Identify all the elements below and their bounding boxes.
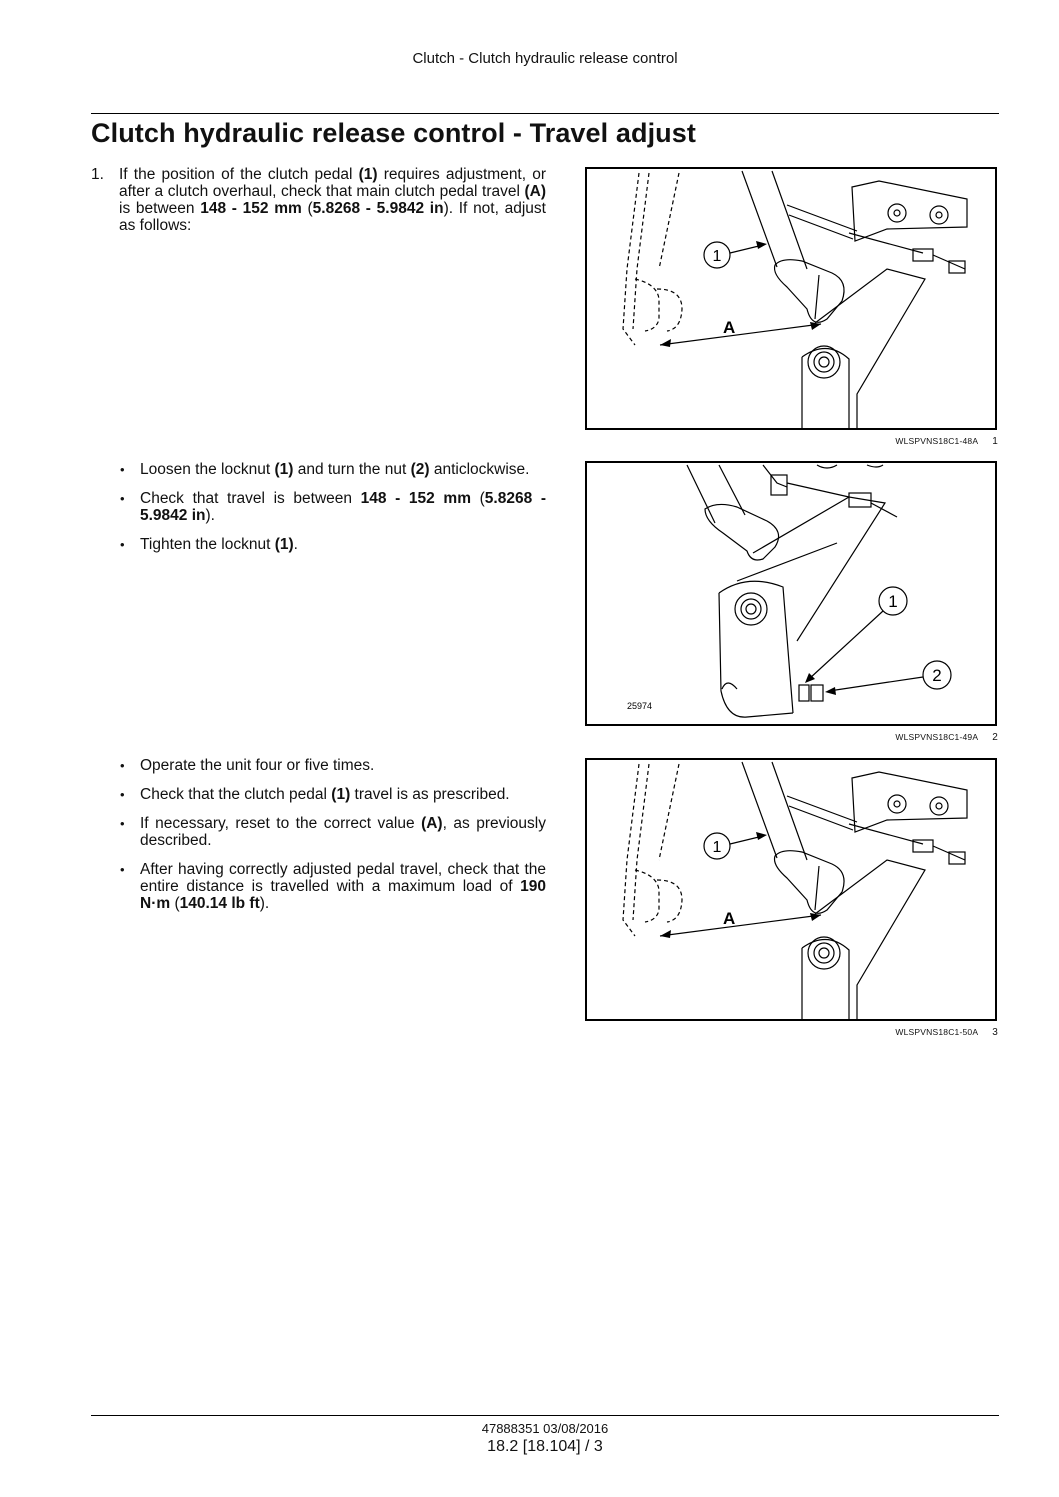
list-item: • Loosen the locknut (1) and turn the nut (2) anticlockwise.: [118, 461, 546, 478]
figure-3: [585, 758, 997, 1021]
footer-page-ref: 18.2 [18.104] / 3: [487, 1438, 603, 1455]
list-item: • Check that the clutch pedal (1) travel is as prescribed.: [118, 786, 546, 803]
list-item: • Operate the unit four or five times.: [118, 757, 546, 774]
step-1-text: If the position of the clutch pedal (1) requires adjustment, or after a clutch overhaul, check that main clutch pedal travel (A) is between 148 - 152 mm (5.8268 - 5.9842 in). If not, adjust as follows:: [119, 166, 546, 234]
figure-2: [585, 461, 997, 726]
footer-rule: [91, 1415, 999, 1416]
locknut-drawing: [587, 463, 995, 724]
figure-3-caption: WLSPVNS18C1-50A 3: [895, 1027, 998, 1038]
callout-1: 1: [712, 248, 722, 265]
callout-2: 2: [932, 666, 942, 685]
list-item: • Tighten the locknut (1).: [118, 536, 546, 553]
page-title: Clutch hydraulic release control - Travel adjust: [91, 118, 696, 148]
step-number: 1.: [91, 166, 104, 183]
label-a: A: [723, 318, 736, 337]
list-item: • If necessary, reset to the correct value (A), as previously described.: [118, 815, 546, 849]
step-1: [91, 166, 546, 234]
drawing-number: 25974: [627, 701, 653, 711]
figure-2-caption: WLSPVNS18C1-49A 2: [895, 732, 998, 743]
running-header: Clutch - Clutch hydraulic release control: [412, 50, 678, 67]
verify-steps-list: [118, 757, 546, 924]
header-rule: [91, 113, 999, 114]
label-a: A: [723, 909, 736, 928]
callout-1: 1: [712, 839, 722, 856]
list-item: • After having correctly adjusted pedal travel, check that the entire distance is travelled with a maximum load of 190 N·m (140.14 lb ft).: [118, 861, 546, 912]
figure-1: [585, 167, 997, 430]
clutch-pedal-drawing: [587, 169, 995, 428]
footer-doc-ref: 47888351 03/08/2016: [481, 1421, 609, 1436]
callout-1: 1: [888, 592, 898, 611]
clutch-pedal-drawing: [587, 760, 995, 1019]
adjust-steps-list: [118, 461, 546, 565]
list-item: • Check that travel is between 148 - 152 mm (5.8268 - 5.9842 in).: [118, 490, 546, 524]
figure-1-caption: WLSPVNS18C1-48A 1: [895, 436, 998, 447]
